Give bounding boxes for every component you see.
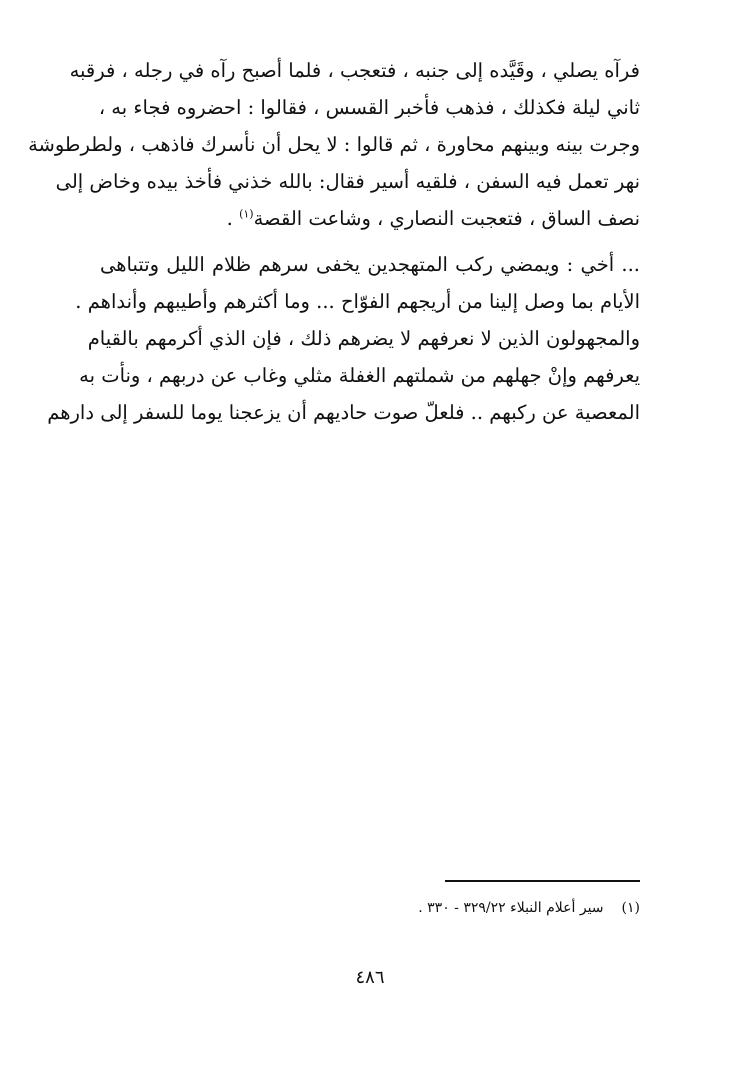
footnote xyxy=(300,896,640,920)
paragraph-line: فرآه يصلي ، وقَيَّده إلى جنبه ، فتعجب ، فلما أصبح رآه في رجله ، فرقبه xyxy=(69,59,640,82)
paragraph-line: الأيام بما وصل إلينا من أريجهم الفوّاح ... وما أكثرهم وأطيبهم وأنداهم . xyxy=(75,290,640,313)
closing-period: . xyxy=(226,207,233,230)
footnote-text: سير أعلام النبلاء ٣٢٩/٢٢ - ٣٣٠ . xyxy=(418,900,604,916)
paragraph-line: ... أخي : ويمضي ركب المتهجدين يخفى سرهم ظلام الليل وتتباهى xyxy=(100,253,640,276)
paragraph-story xyxy=(28,52,640,237)
paragraph-line: نهر تعمل فيه السفن ، فلقيه أسير فقال: بالله خذني فأخذ بيده وخاض إلى xyxy=(55,170,640,193)
footnote-reference: (١) xyxy=(239,207,254,221)
paragraph-line: المعصية عن ركبهم .. فلعلّ صوت حاديهم أن يزعجنا يوما للسفر إلى دارهم xyxy=(47,401,640,424)
paragraph-reflection xyxy=(47,246,640,431)
paragraph-line: والمجهولون الذين لا نعرفهم لا يضرهم ذلك ، فإن الذي أكرمهم بالقيام xyxy=(87,327,640,350)
paragraph-line: ثاني ليلة فكذلك ، فذهب فأخبر القسس ، فقالوا : احضروه فجاء به ، xyxy=(98,96,640,119)
paragraph-line-last xyxy=(100,200,640,237)
footnote-divider xyxy=(445,880,640,882)
paragraph-line-text: نصف الساق ، فتعجبت النصاري ، وشاعت القصة xyxy=(253,207,640,230)
paragraph-line: يعرفهم وإنْ جهلهم من شملتهم الغفلة مثلي وغاب عن دربهم ، ونأت به xyxy=(79,364,640,387)
paragraph-line: وجرت بينه وبينهم محاورة ، ثم قالوا : لا يحل أن نأسرك فاذهب ، ولطرطوشة xyxy=(28,133,640,156)
footnote-number: (١) xyxy=(621,900,640,916)
page-number: ٤٨٦ xyxy=(355,967,385,988)
